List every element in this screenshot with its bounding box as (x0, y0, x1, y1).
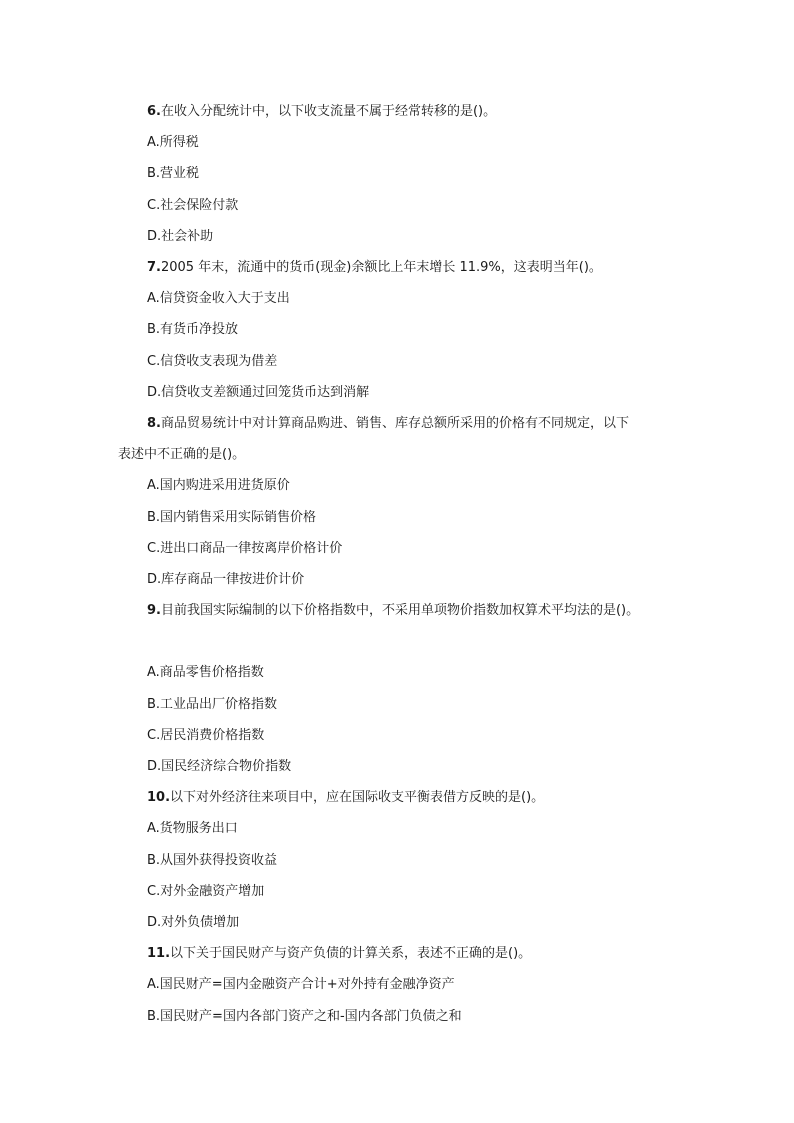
question-6 (147, 103, 496, 121)
question-number: 9. (147, 603, 161, 618)
question-10-option-c: C.对外金融资产增加 (147, 884, 265, 899)
question-10-option-b: B.从国外获得投资收益 (147, 853, 278, 868)
question-7-option-b: B.有货币净投放 (147, 322, 239, 337)
question-6-option-a: A.所得税 (147, 135, 199, 150)
question-8 (147, 415, 629, 433)
question-11 (147, 945, 531, 963)
question-text: 以下关于国民财产与资产负债的计算关系，表述不正确的是()。 (170, 946, 532, 961)
question-6-option-d: D.社会补助 (147, 229, 214, 244)
question-text: 目前我国实际编制的以下价格指数中，不采用单项物价指数加权算术平均法的是()。 (160, 603, 640, 618)
question-7 (147, 259, 602, 277)
question-8-option-b: B.国内销售采用实际销售价格 (147, 510, 317, 525)
question-7-option-d: D.信贷收支差额通过回笼货币达到消解 (147, 385, 370, 400)
question-9-option-b: B.工业品出厂价格指数 (147, 697, 278, 712)
question-9-option-d: D.国民经济综合物价指数 (147, 759, 292, 774)
question-10-option-a: A.货物服务出口 (147, 821, 238, 836)
question-number: 6. (147, 104, 161, 119)
question-number: 7. (147, 260, 161, 275)
question-8-option-a: A.国内购进采用进货原价 (147, 478, 290, 493)
question-9-option-a: A.商品零售价格指数 (147, 665, 264, 680)
question-8-option-c: C.进出口商品一律按离岸价格计价 (147, 541, 343, 556)
question-11-option-a: A.国民财产=国内金融资产合计+对外持有金融净资产 (147, 977, 455, 992)
question-10-option-d: D.对外负债增加 (147, 915, 240, 930)
question-text: 2005 年末，流通中的货币(现金)余额比上年末增长 11.9%，这表明当年()。 (160, 260, 602, 275)
question-10 (147, 789, 544, 807)
question-6-option-b: B.营业税 (147, 166, 200, 181)
question-7-option-c: C.信贷收支表现为借差 (147, 354, 278, 369)
question-8-option-d: D.库存商品一律按进价计价 (147, 572, 305, 587)
question-text: 商品贸易统计中对计算商品购进、销售、库存总额所采用的价格有不同规定，以下 (160, 416, 629, 431)
question-6-option-c: C.社会保险付款 (147, 198, 239, 213)
question-9-option-c: C.居民消费价格指数 (147, 728, 265, 743)
question-number: 10. (147, 790, 171, 805)
question-number: 11. (147, 946, 171, 961)
question-8-continuation: 表述中不正确的是()。 (118, 447, 246, 462)
question-7-option-a: A.信贷资金收入大于支出 (147, 291, 290, 306)
question-number: 8. (147, 416, 161, 431)
question-11-option-b: B.国民财产=国内各部门资产之和-国内各部门负债之和 (147, 1009, 462, 1024)
question-text: 在收入分配统计中，以下收支流量不属于经常转移的是()。 (160, 104, 497, 119)
question-text: 以下对外经济往来项目中，应在国际收支平衡表借方反映的是()。 (170, 790, 545, 805)
question-9 (147, 602, 639, 620)
